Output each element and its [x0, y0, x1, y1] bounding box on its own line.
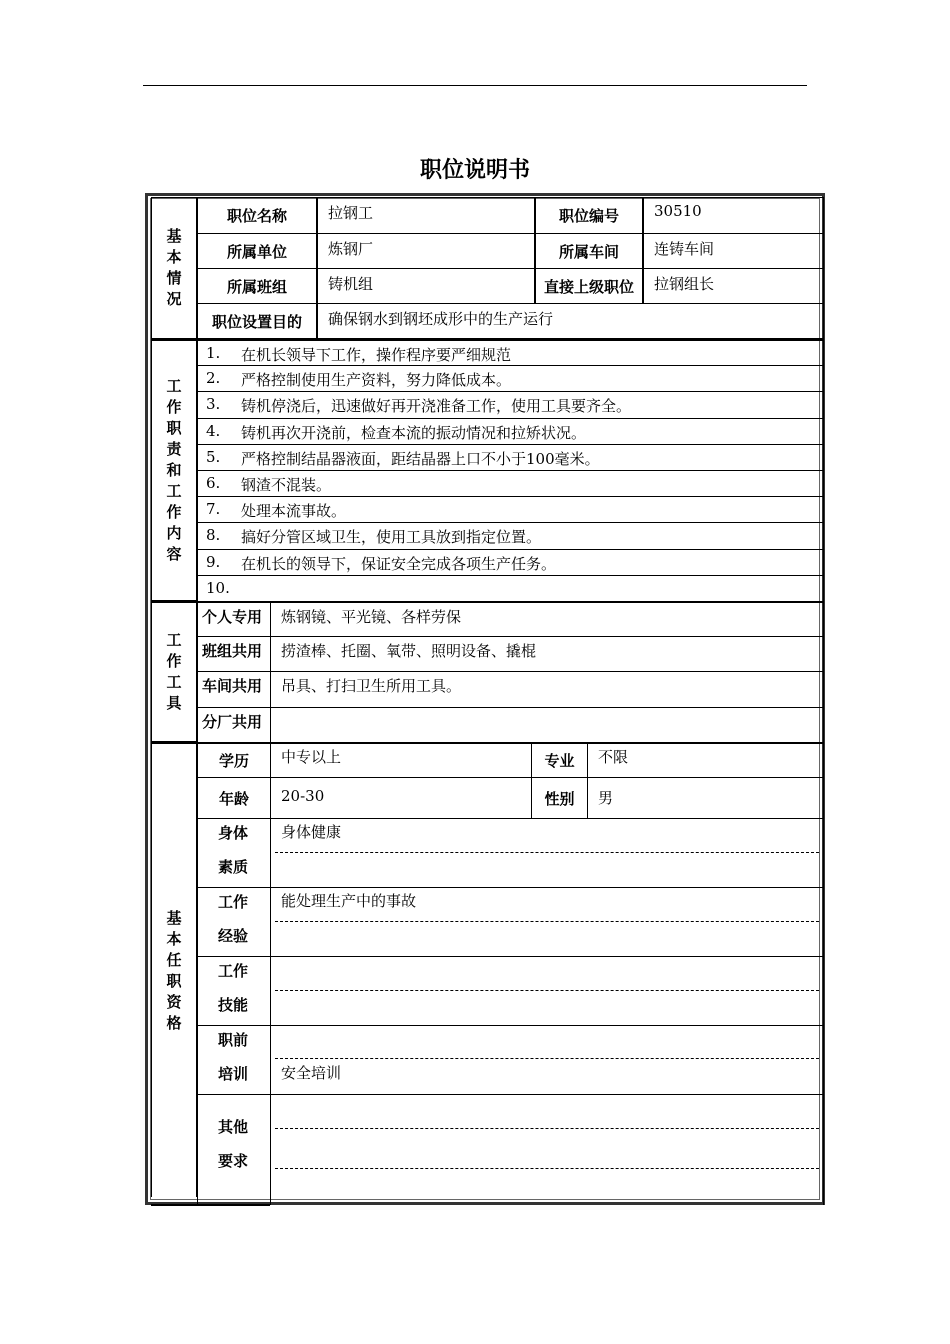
- superior-label: 直接上级职位: [535, 268, 643, 304]
- duty-text: 铸机再次开浇前，检查本流的振动情况和拉矫状况。: [241, 423, 587, 442]
- section-label: 基本 任职资格: [166, 908, 182, 1032]
- position-code-label: 职位编号: [535, 197, 643, 234]
- section-label: 工作职责和工作内容: [166, 377, 182, 563]
- duty-item: [197, 575, 824, 602]
- skills-label: 工作 技能: [197, 956, 271, 1026]
- training-value: 安全培训: [281, 1064, 342, 1082]
- position-name-label: 职位名称: [197, 197, 317, 234]
- physical-label: 身体 素质: [197, 818, 271, 888]
- major-value: 不限: [587, 742, 824, 778]
- section-label: 工作工具: [166, 631, 182, 712]
- team-label: 所属班组: [197, 268, 317, 304]
- dashed-rule: [275, 852, 819, 853]
- duty-number: 7.: [206, 500, 221, 519]
- other-label: 其他 要求: [197, 1094, 271, 1205]
- education-label: 学历: [197, 742, 271, 778]
- superior-value: 拉钢组长: [643, 268, 824, 304]
- tool-label: 车间共用: [197, 671, 271, 707]
- duty-number: 9.: [206, 552, 221, 571]
- bottom-rule: [151, 1204, 270, 1206]
- duty-number: 5.: [206, 447, 221, 466]
- duty-item: [197, 522, 824, 549]
- position-code-value: 30510: [643, 197, 824, 234]
- dashed-rule: [275, 1128, 819, 1129]
- training-value-cell: [270, 1025, 824, 1095]
- duty-number: 6.: [206, 474, 221, 492]
- workshop-label: 所属车间: [535, 233, 643, 269]
- experience-value-cell: [270, 887, 824, 957]
- duty-number: 4.: [206, 421, 221, 440]
- dashed-rule: [275, 1168, 819, 1169]
- duty-text: 严格控制使用生产资料，努力降低成本。: [241, 371, 512, 390]
- duty-item: [197, 418, 824, 445]
- duty-text: 严格控制结晶器液面，距结晶器上口不小于100毫米。: [241, 449, 600, 468]
- age-label: 年龄: [197, 777, 271, 819]
- tool-label: 班组共用: [197, 636, 271, 672]
- major-label: 专业: [531, 742, 588, 778]
- section-qualifications: [151, 742, 197, 1197]
- duty-text: 钢渣不混装。: [241, 476, 332, 494]
- section-label: 基本情况: [166, 227, 182, 308]
- tool-label: 分厂共用: [197, 707, 271, 743]
- team-value: 铸机组: [317, 268, 535, 304]
- physical-value: 身体健康: [281, 823, 342, 841]
- dashed-rule: [275, 921, 819, 922]
- tool-value: 捞渣棒、托圈、氧带、照明设备、撬棍: [270, 636, 824, 672]
- duty-number: 10.: [206, 578, 230, 597]
- duty-item: [197, 339, 824, 366]
- duty-number: 2.: [206, 369, 221, 388]
- duty-item: [197, 365, 824, 392]
- duty-text: 处理本流事故。: [241, 502, 347, 521]
- gender-label: 性别: [531, 777, 588, 819]
- dashed-rule: [275, 1058, 819, 1059]
- purpose-label: 职位设置目的: [197, 303, 317, 339]
- duty-number: 8.: [206, 526, 221, 545]
- duty-item: [197, 444, 824, 471]
- duty-item: [197, 391, 824, 418]
- duty-number: 1.: [206, 344, 221, 362]
- duty-text: 在机长的领导下，保证安全完成各项生产任务。: [241, 554, 557, 573]
- section-tools: [151, 601, 197, 742]
- duty-item: [197, 496, 824, 523]
- skills-value-cell: [270, 956, 824, 1026]
- physical-value-cell: [270, 818, 824, 888]
- age-value: 20-30: [270, 777, 532, 819]
- unit-value: 炼钢厂: [317, 233, 535, 269]
- unit-label: 所属单位: [197, 233, 317, 269]
- duty-text: 铸机停浇后，迅速做好再开浇准备工作，使用工具要齐全。: [241, 397, 632, 416]
- section-duties: [151, 339, 197, 601]
- tool-value: [270, 707, 824, 743]
- education-value: 中专以上: [270, 742, 532, 778]
- tool-value: 吊具、打扫卫生所用工具。: [270, 671, 824, 707]
- duty-number: 3.: [206, 395, 221, 414]
- other-value-cell: [270, 1094, 824, 1205]
- tool-label: 个人专用: [197, 601, 271, 637]
- tool-value: 炼钢镜、平光镜、各样劳保: [270, 601, 824, 637]
- training-label: 职前 培训: [197, 1025, 271, 1095]
- section-basic-info: [151, 197, 197, 339]
- duty-item: [197, 470, 824, 497]
- experience-value: 能处理生产中的事故: [281, 892, 417, 910]
- duty-text: 搞好分管区域卫生，使用工具放到指定位置。: [241, 528, 542, 547]
- gender-value: 男: [587, 777, 824, 819]
- purpose-value: 确保钢水到钢坯成形中的生产运行: [317, 303, 824, 339]
- page-title: 职位说明书: [419, 158, 530, 183]
- experience-label: 工作 经验: [197, 887, 271, 957]
- dashed-rule: [275, 990, 819, 991]
- position-name-value: 拉钢工: [317, 197, 535, 234]
- duty-text: 在机长领导下工作，操作程序要严细规范: [241, 346, 512, 364]
- duty-item: [197, 549, 824, 576]
- workshop-value: 连铸车间: [643, 233, 824, 269]
- header-rule: [143, 85, 807, 86]
